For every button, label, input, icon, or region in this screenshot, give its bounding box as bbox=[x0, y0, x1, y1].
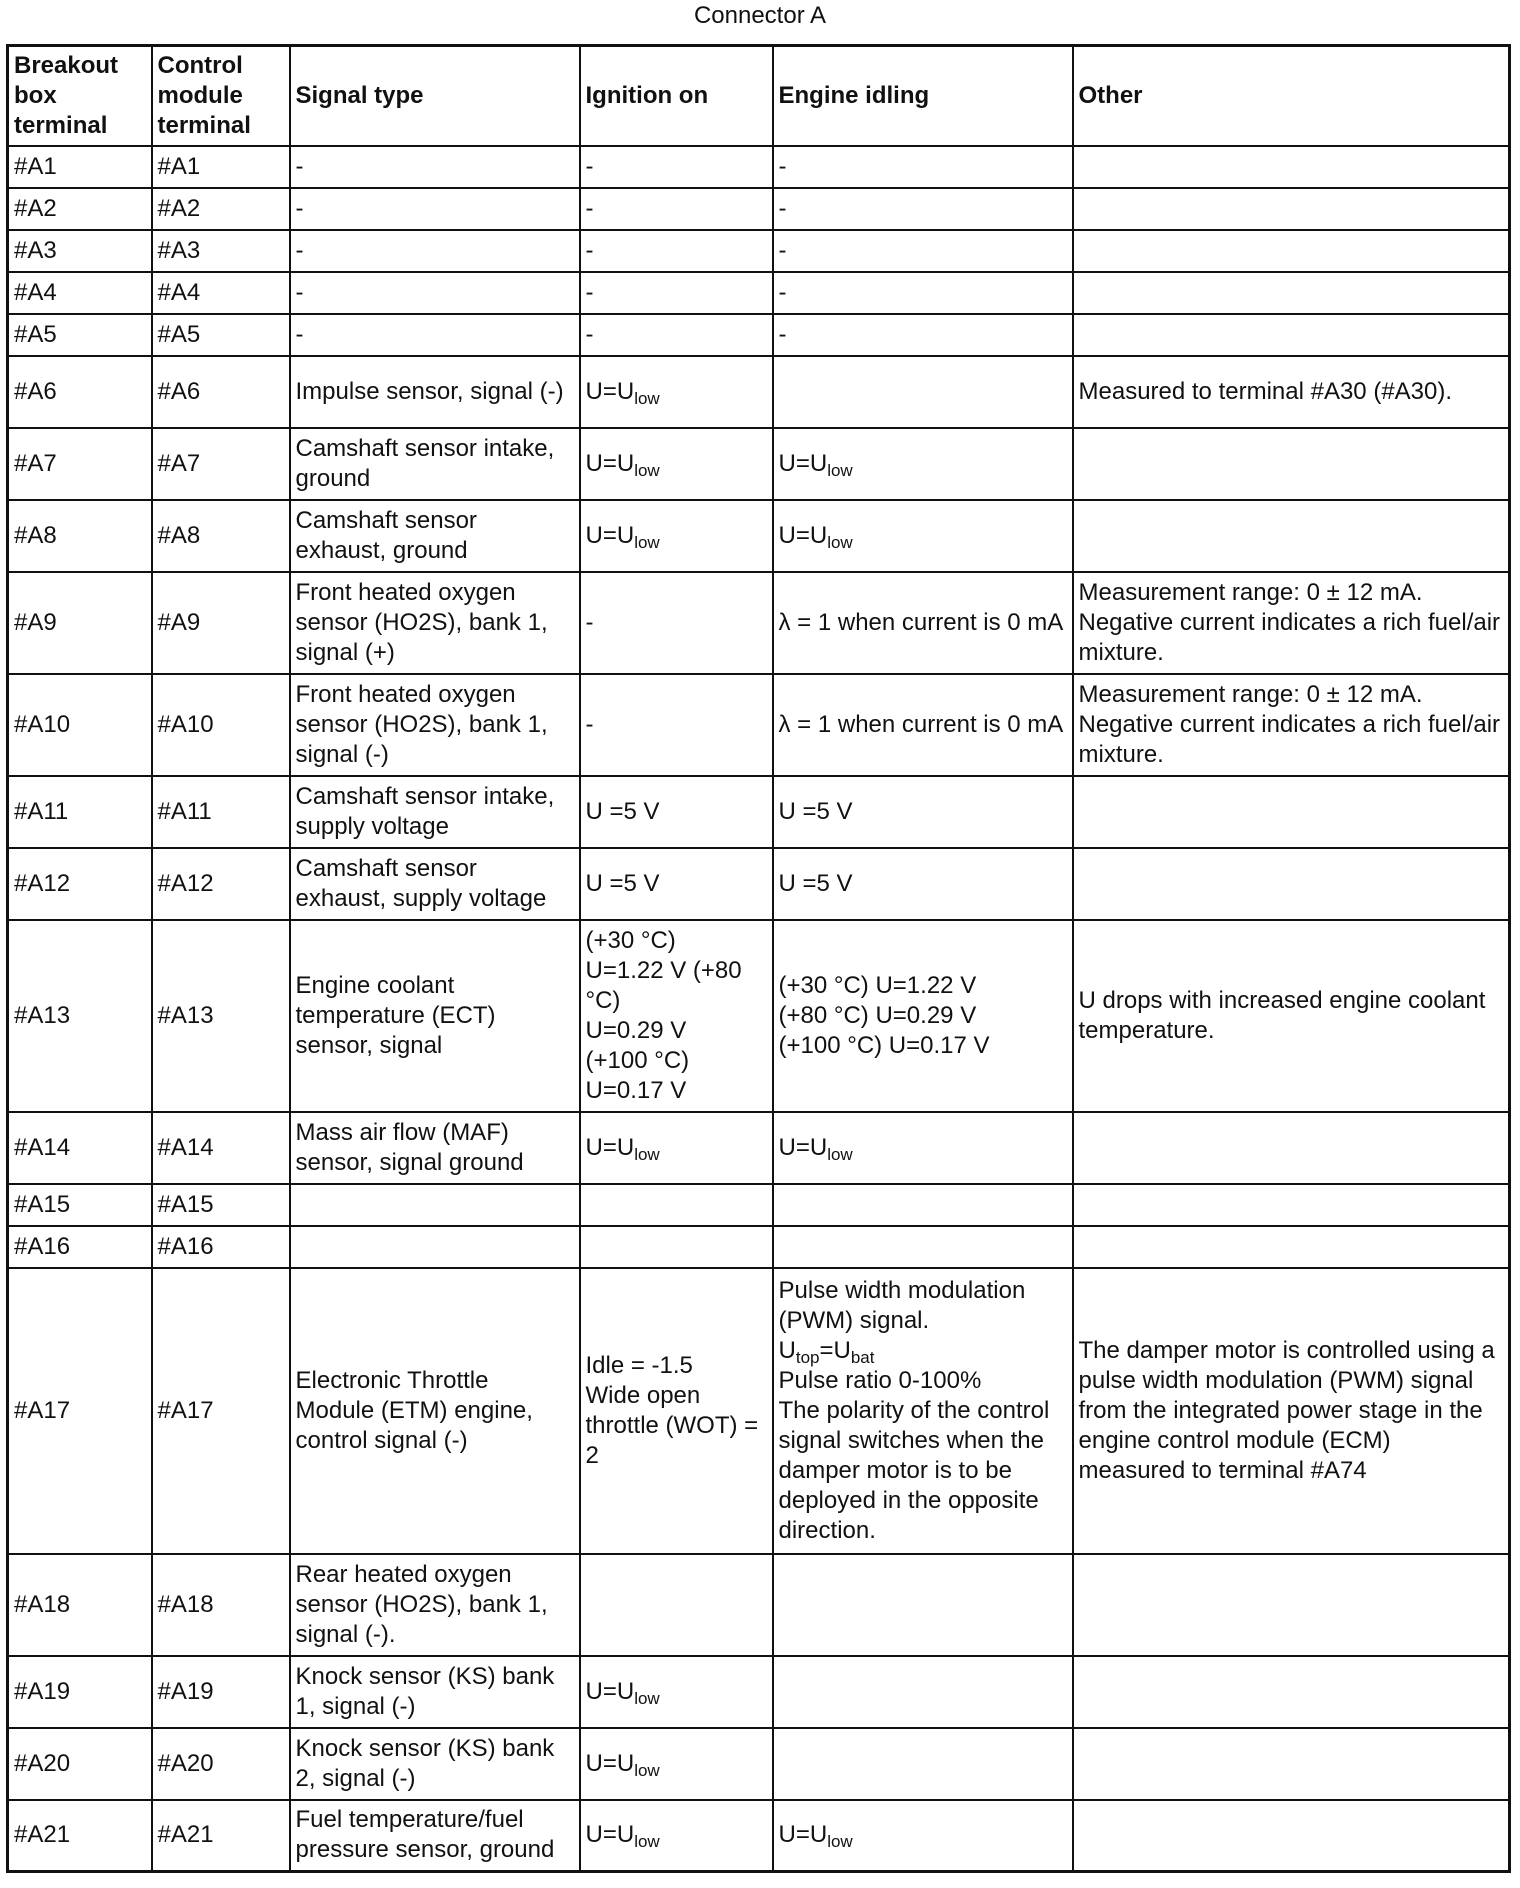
idling-cell: U =5 V bbox=[773, 848, 1073, 920]
ignition-cell: - bbox=[580, 188, 773, 230]
table-row bbox=[8, 1226, 1510, 1268]
idling-cell: (+30 °C) U=1.22 V (+80 °C) U=0.29 V (+100 °C) U=0.17 V bbox=[773, 920, 1073, 1112]
table-row bbox=[8, 674, 1510, 776]
table-row bbox=[8, 230, 1510, 272]
other-cell bbox=[1073, 272, 1510, 314]
table-row bbox=[8, 1656, 1510, 1728]
signal-cell bbox=[290, 1226, 580, 1268]
ignition-cell: $U=U_{low}$ bbox=[580, 428, 773, 500]
signal-cell: - bbox=[290, 314, 580, 356]
table-row bbox=[8, 1184, 1510, 1226]
other-cell bbox=[1073, 230, 1510, 272]
idling-cell bbox=[773, 1184, 1073, 1226]
control-cell: #A18 bbox=[152, 1554, 290, 1656]
ignition-cell: - bbox=[580, 230, 773, 272]
header-ignition: Ignition on bbox=[580, 46, 773, 146]
other-cell: Measurement range: 0 ± 12 mA. Negative current indicates a rich fuel/air mixture. bbox=[1073, 572, 1510, 674]
table-row bbox=[8, 776, 1510, 848]
signal-cell: Camshaft sensor exhaust, ground bbox=[290, 500, 580, 572]
other-cell bbox=[1073, 848, 1510, 920]
ignition-cell: - bbox=[580, 314, 773, 356]
other-cell bbox=[1073, 1800, 1510, 1872]
signal-cell: Mass air flow (MAF) sensor, signal ground bbox=[290, 1112, 580, 1184]
ignition-cell: $U=U_{low}$ bbox=[580, 1112, 773, 1184]
connector-a-table bbox=[6, 44, 1511, 1873]
control-cell: #A14 bbox=[152, 1112, 290, 1184]
ignition-cell: U =5 V bbox=[580, 848, 773, 920]
breakout-cell: #A17 bbox=[8, 1268, 152, 1554]
idling-cell: - bbox=[773, 146, 1073, 188]
header-row bbox=[8, 46, 1510, 146]
idling-cell: $U=U_{low}$ bbox=[773, 1112, 1073, 1184]
ignition-cell: $U=U_{low}$ bbox=[580, 1656, 773, 1728]
breakout-cell: #A13 bbox=[8, 920, 152, 1112]
signal-cell: - bbox=[290, 146, 580, 188]
control-cell: #A2 bbox=[152, 188, 290, 230]
table-caption: Connector A bbox=[693, 2, 827, 29]
ignition-cell: - bbox=[580, 272, 773, 314]
header-other: Other bbox=[1073, 46, 1510, 146]
table-row bbox=[8, 428, 1510, 500]
control-cell: #A7 bbox=[152, 428, 290, 500]
ignition-cell: $U=U_{low}$ bbox=[580, 500, 773, 572]
breakout-cell: #A6 bbox=[8, 356, 152, 428]
table-row bbox=[8, 146, 1510, 188]
idling-cell: λ = 1 when current is 0 mA bbox=[773, 572, 1073, 674]
signal-cell: Camshaft sensor intake, supply voltage bbox=[290, 776, 580, 848]
breakout-cell: #A14 bbox=[8, 1112, 152, 1184]
control-cell: #A21 bbox=[152, 1800, 290, 1872]
idling-cell: U =5 V bbox=[773, 776, 1073, 848]
control-cell: #A3 bbox=[152, 230, 290, 272]
control-cell: #A8 bbox=[152, 500, 290, 572]
signal-cell: Fuel temperature/fuel pressure sensor, ground bbox=[290, 1800, 580, 1872]
idling-cell: $U=U_{low}$ bbox=[773, 500, 1073, 572]
table-row bbox=[8, 1554, 1510, 1656]
breakout-cell: #A16 bbox=[8, 1226, 152, 1268]
ignition-cell bbox=[580, 1184, 773, 1226]
other-cell bbox=[1073, 776, 1510, 848]
control-cell: #A20 bbox=[152, 1728, 290, 1800]
signal-cell: - bbox=[290, 272, 580, 314]
table-row bbox=[8, 314, 1510, 356]
table-row bbox=[8, 500, 1510, 572]
ignition-cell bbox=[580, 1554, 773, 1656]
other-cell bbox=[1073, 1112, 1510, 1184]
ignition-cell: (+30 °C) U=1.22 V (+80 °C) U=0.29 V (+100 °C) U=0.17 V bbox=[580, 920, 773, 1112]
table-row bbox=[8, 188, 1510, 230]
signal-cell: Electronic Throttle Module (ETM) engine, control signal (-) bbox=[290, 1268, 580, 1554]
control-cell: #A11 bbox=[152, 776, 290, 848]
breakout-cell: #A10 bbox=[8, 674, 152, 776]
table-row bbox=[8, 1800, 1510, 1872]
idling-cell: $U=U_{low}$ bbox=[773, 428, 1073, 500]
breakout-cell: #A15 bbox=[8, 1184, 152, 1226]
control-cell: #A13 bbox=[152, 920, 290, 1112]
idling-cell: $U=U_{low}$ bbox=[773, 1800, 1073, 1872]
table-row bbox=[8, 848, 1510, 920]
signal-cell: Front heated oxygen sensor (HO2S), bank 1, signal (+) bbox=[290, 572, 580, 674]
signal-cell: Front heated oxygen sensor (HO2S), bank 1, signal (-) bbox=[290, 674, 580, 776]
idling-cell bbox=[773, 356, 1073, 428]
idling-cell: - bbox=[773, 272, 1073, 314]
other-cell bbox=[1073, 146, 1510, 188]
breakout-cell: #A2 bbox=[8, 188, 152, 230]
control-cell: #A5 bbox=[152, 314, 290, 356]
other-cell bbox=[1073, 1184, 1510, 1226]
other-cell: Measured to terminal #A30 (#A30). bbox=[1073, 356, 1510, 428]
control-cell: #A19 bbox=[152, 1656, 290, 1728]
other-cell bbox=[1073, 500, 1510, 572]
idling-cell: - bbox=[773, 230, 1073, 272]
other-cell: The damper motor is controlled using a pulse width modulation (PWM) signal from the integrated power stage in the engine control module (ECM) measured to terminal #A74 bbox=[1073, 1268, 1510, 1554]
breakout-cell: #A21 bbox=[8, 1800, 152, 1872]
header-control: Control module terminal bbox=[152, 46, 290, 146]
other-cell bbox=[1073, 188, 1510, 230]
idling-cell: Pulse width modulation (PWM) signal. $U_{top}=U_{bat}$ Pulse ratio 0-100% The polarity of the control signal switches when the damper motor is to be deployed in the opposite direction. bbox=[773, 1268, 1073, 1554]
ignition-cell: U =5 V bbox=[580, 776, 773, 848]
idling-cell: - bbox=[773, 314, 1073, 356]
header-signal: Signal type bbox=[290, 46, 580, 146]
control-cell: #A4 bbox=[152, 272, 290, 314]
ignition-cell: $U=U_{low}$ bbox=[580, 1728, 773, 1800]
table-row bbox=[8, 356, 1510, 428]
control-cell: #A1 bbox=[152, 146, 290, 188]
other-cell bbox=[1073, 314, 1510, 356]
other-cell bbox=[1073, 1226, 1510, 1268]
other-cell bbox=[1073, 1656, 1510, 1728]
breakout-cell: #A4 bbox=[8, 272, 152, 314]
control-cell: #A6 bbox=[152, 356, 290, 428]
breakout-cell: #A7 bbox=[8, 428, 152, 500]
breakout-cell: #A5 bbox=[8, 314, 152, 356]
signal-cell: - bbox=[290, 230, 580, 272]
signal-cell: Knock sensor (KS) bank 1, signal (-) bbox=[290, 1656, 580, 1728]
ignition-cell: - bbox=[580, 146, 773, 188]
idling-cell bbox=[773, 1226, 1073, 1268]
breakout-cell: #A19 bbox=[8, 1656, 152, 1728]
other-cell bbox=[1073, 1728, 1510, 1800]
signal-cell: Rear heated oxygen sensor (HO2S), bank 1, signal (-). bbox=[290, 1554, 580, 1656]
idling-cell bbox=[773, 1728, 1073, 1800]
breakout-cell: #A1 bbox=[8, 146, 152, 188]
breakout-cell: #A8 bbox=[8, 500, 152, 572]
ignition-cell bbox=[580, 1226, 773, 1268]
table-row bbox=[8, 1112, 1510, 1184]
control-cell: #A15 bbox=[152, 1184, 290, 1226]
signal-cell: Camshaft sensor intake, ground bbox=[290, 428, 580, 500]
idling-cell: λ = 1 when current is 0 mA bbox=[773, 674, 1073, 776]
control-cell: #A12 bbox=[152, 848, 290, 920]
signal-cell bbox=[290, 1184, 580, 1226]
breakout-cell: #A9 bbox=[8, 572, 152, 674]
idling-cell bbox=[773, 1554, 1073, 1656]
signal-cell: Engine coolant temperature (ECT) sensor, signal bbox=[290, 920, 580, 1112]
control-cell: #A9 bbox=[152, 572, 290, 674]
table-row bbox=[8, 572, 1510, 674]
other-cell bbox=[1073, 428, 1510, 500]
table-row bbox=[8, 272, 1510, 314]
table-row bbox=[8, 1268, 1510, 1554]
table-row bbox=[8, 920, 1510, 1112]
control-cell: #A17 bbox=[152, 1268, 290, 1554]
breakout-cell: #A3 bbox=[8, 230, 152, 272]
table-row bbox=[8, 1728, 1510, 1800]
breakout-cell: #A20 bbox=[8, 1728, 152, 1800]
breakout-cell: #A12 bbox=[8, 848, 152, 920]
signal-cell: Impulse sensor, signal (-) bbox=[290, 356, 580, 428]
breakout-cell: #A11 bbox=[8, 776, 152, 848]
ignition-cell: $U=U_{low}$ bbox=[580, 356, 773, 428]
ignition-cell: $U=U_{low}$ bbox=[580, 1800, 773, 1872]
ignition-cell: Idle = -1.5 Wide open throttle (WOT) = 2 bbox=[580, 1268, 773, 1554]
signal-cell: Knock sensor (KS) bank 2, signal (-) bbox=[290, 1728, 580, 1800]
signal-cell: Camshaft sensor exhaust, supply voltage bbox=[290, 848, 580, 920]
breakout-cell: #A18 bbox=[8, 1554, 152, 1656]
signal-cell: - bbox=[290, 188, 580, 230]
other-cell: U drops with increased engine coolant temperature. bbox=[1073, 920, 1510, 1112]
other-cell: Measurement range: 0 ± 12 mA. Negative current indicates a rich fuel/air mixture. bbox=[1073, 674, 1510, 776]
control-cell: #A16 bbox=[152, 1226, 290, 1268]
ignition-cell: - bbox=[580, 572, 773, 674]
header-breakout: Breakout box terminal bbox=[8, 46, 152, 146]
idling-cell: - bbox=[773, 188, 1073, 230]
idling-cell bbox=[773, 1656, 1073, 1728]
other-cell bbox=[1073, 1554, 1510, 1656]
control-cell: #A10 bbox=[152, 674, 290, 776]
header-idling: Engine idling bbox=[773, 46, 1073, 146]
ignition-cell: - bbox=[580, 674, 773, 776]
